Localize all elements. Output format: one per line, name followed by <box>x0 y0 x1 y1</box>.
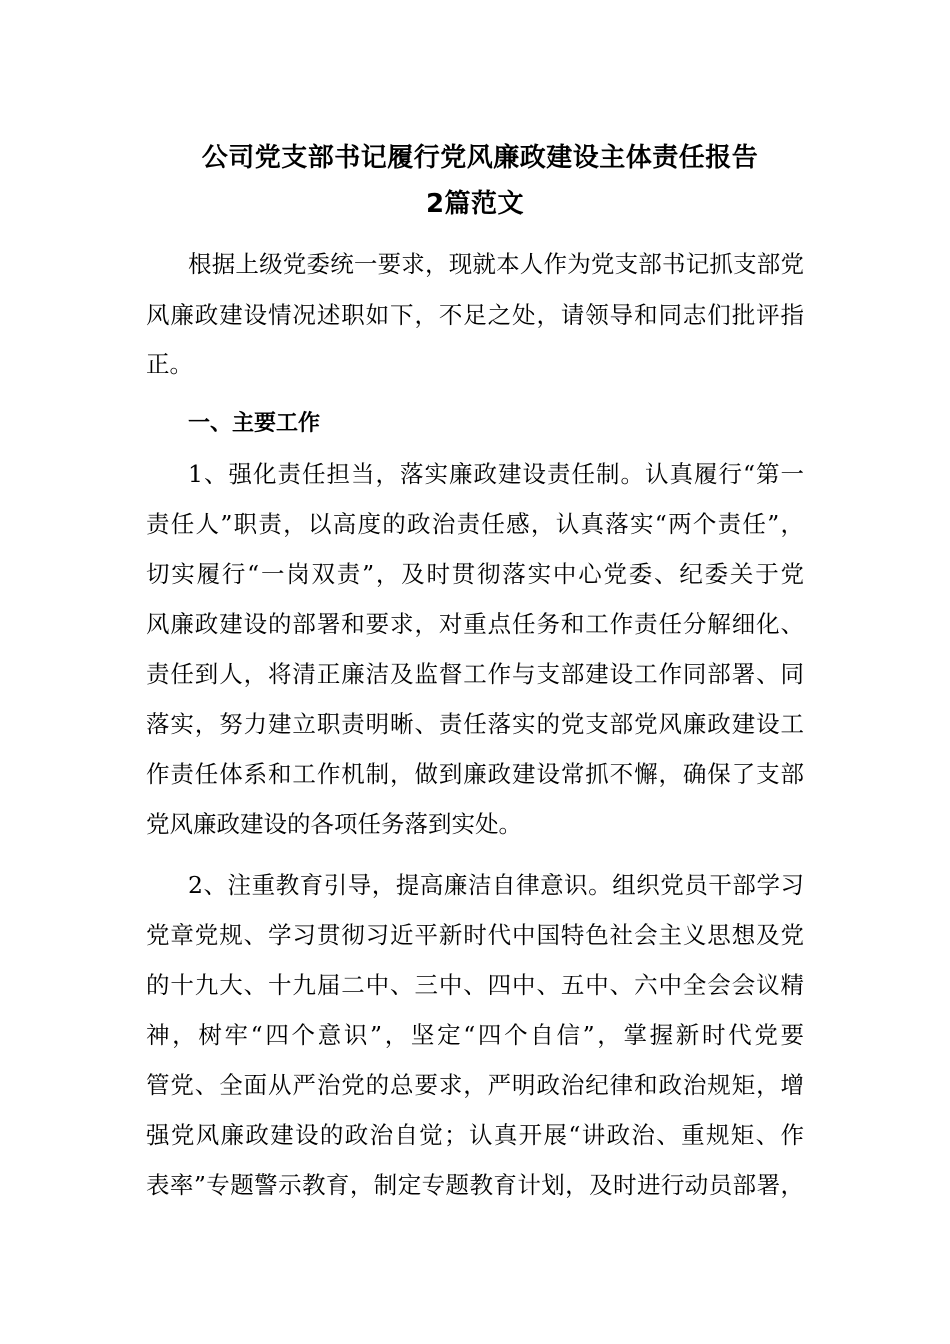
para1-line-3: 切实履行“一岗双责”，及时贯彻落实中心党委、纪委关于党 <box>146 560 804 588</box>
para2-line-1: 2、注重教育引导，提高廉洁自律意识。组织党员干部学习 <box>188 871 804 899</box>
intro-line-1: 根据上级党委统一要求，现就本人作为党支部书记抓支部党 <box>188 250 804 278</box>
para1-line-4: 风廉政建设的部署和要求，对重点任务和工作责任分解细化、 <box>146 610 804 638</box>
para1-line-8: 党风廉政建设的各项任务落到实处。 <box>146 810 522 838</box>
para2-line-6: 强党风廉政建设的政治自觉；认真开展“讲政治、重规矩、作 <box>146 1121 804 1149</box>
para1-line-7: 作责任体系和工作机制，做到廉政建设常抓不懈，确保了支部 <box>146 760 804 788</box>
intro-line-3: 正。 <box>146 350 193 378</box>
para2-line-4: 神，树牢“四个意识”，坚定“四个自信”，掌握新时代党要 <box>146 1021 804 1049</box>
section-heading-main-work: 一、主要工作 <box>188 411 321 436</box>
para1-line-1: 1、强化责任担当，落实廉政建设责任制。认真履行“第一 <box>188 460 804 488</box>
intro-line-2: 风廉政建设情况述职如下，不足之处，请领导和同志们批评指 <box>146 301 804 329</box>
para1-line-5: 责任到人，将清正廉洁及监督工作与支部建设工作同部署、同 <box>146 660 804 688</box>
document-title-line-2: 2篇范文 <box>425 189 525 219</box>
para1-line-6: 落实，努力建立职责明晰、责任落实的党支部党风廉政建设工 <box>146 710 804 738</box>
document-title-line-1: 公司党支部书记履行党风廉政建设主体责任报告 <box>201 143 759 173</box>
para2-line-2: 党章党规、学习贯彻习近平新时代中国特色社会主义思想及党 <box>146 921 804 949</box>
para1-line-2: 责任人”职责，以高度的政治责任感，认真落实“两个责任”， <box>146 510 804 538</box>
para2-line-3: 的十九大、十九届二中、三中、四中、五中、六中全会会议精 <box>146 971 804 999</box>
para2-line-5: 管党、全面从严治党的总要求，严明政治纪律和政治规矩，增 <box>146 1071 804 1099</box>
para2-line-7: 表率”专题警示教育，制定专题教育计划，及时进行动员部署， <box>146 1171 804 1199</box>
